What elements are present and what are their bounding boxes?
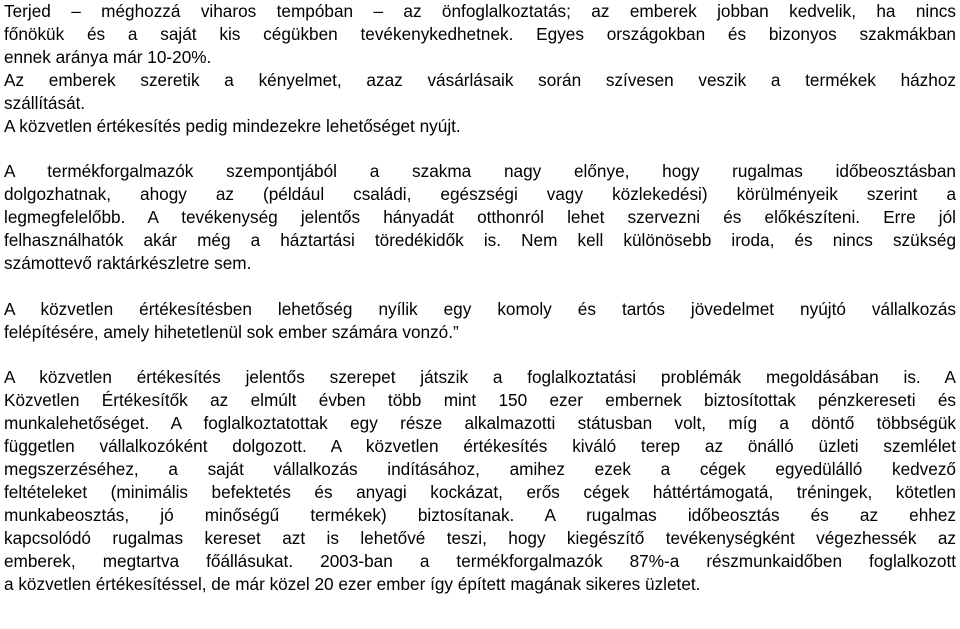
text-line: legmegfelelőbb. A tevékenység jelentős hányadát otthonról lehet szervezni és előkészíteni. Erre jól (4, 207, 956, 228)
text-line: kapcsolódó rugalmas kereset azt is lehetővé teszi, hogy kiegészítő tevékenységként végezhessék az (4, 527, 956, 548)
text-line: számottevő raktárkészletre sem. (4, 252, 252, 273)
text-line: dolgozhatnak, ahogy az (például családi, egészségi vagy közlekedési) körülményeik szerint a (4, 184, 956, 205)
text-line: munkabeosztás, jó minőségű termékek) biztosítanak. A rugalmas időbeosztás és az ehhez (4, 504, 956, 525)
text-line: A közvetlen értékesítésben lehetőség nyílik egy komoly és tartós jövedelmet nyújtó vállalkozás (4, 298, 956, 319)
paragraph-gap (4, 137, 956, 160)
document-page (4, 0, 956, 596)
paragraph-self-employment (4, 0, 956, 137)
paragraph-gap (4, 275, 956, 298)
text-line: Az emberek szeretik a kényelmet, azaz vásárlásaik során szívesen veszik a termékek házhoz (4, 69, 956, 90)
text-line: A közvetlen értékesítés pedig mindezekre lehetőséget nyújt. (4, 115, 461, 136)
paragraph-gap (4, 344, 956, 367)
text-line: munkalehetőséget. A foglalkoztatottak egy része alkalmazotti státusban volt, míg a döntő többségük (4, 413, 956, 434)
paragraph-employment-role (4, 366, 956, 595)
text-line: Terjed – méghozzá viharos tempóban – az önfoglalkoztatás; az emberek jobban kedvelik, ha nincs (4, 1, 956, 21)
text-line: emberek, megtartva főállásukat. 2003-ban a termékforgalmazók 87%-a részmunkaidőben foglalkozott (4, 550, 956, 571)
text-line: főnökük és a saját kis cégükben tevékenykedhetnek. Egyes országokban és bizonyos szakmákban (4, 23, 956, 44)
text-line: megszerzéséhez, a saját vállalkozás indításához, amihez ezek a cégek egyedülálló kedvező (4, 459, 956, 480)
text-line: feltételeket (minimális befektetés és anyagi kockázat, erős cégek háttértámogatá, tréningek, kötetlen (4, 481, 956, 502)
paragraph-business-opportunity (4, 298, 956, 344)
text-line: felhasználhatók akár még a háztartási töredékidők is. Nem kell különösebb iroda, és nincs szükség (4, 230, 956, 251)
text-line: független vállalkozóként dolgozott. A közvetlen értékesítés kiváló terep az önálló üzleti szemlélet (4, 436, 956, 457)
text-line: A termékforgalmazók szempontjából a szakma nagy előnye, hogy rugalmas időbeosztásban (4, 161, 956, 182)
text-line: Közvetlen Értékesítők az elmúlt évben több mint 150 ezer embernek biztosítottak pénzkereseti és (4, 390, 956, 411)
text-line: A közvetlen értékesítés jelentős szerepet játszik a foglalkoztatási problémák megoldásában is. A (4, 367, 956, 388)
text-line: a közvetlen értékesítéssel, de már közel 20 ezer ember így épített magának sikeres üzletet. (4, 573, 701, 594)
text-line: felépítésére, amely hihetetlenül sok ember számára vonzó.” (4, 321, 459, 342)
text-line: szállítását. (4, 92, 86, 113)
paragraph-flexible-schedule (4, 160, 956, 275)
text-line: ennek aránya már 10-20%. (4, 46, 212, 67)
